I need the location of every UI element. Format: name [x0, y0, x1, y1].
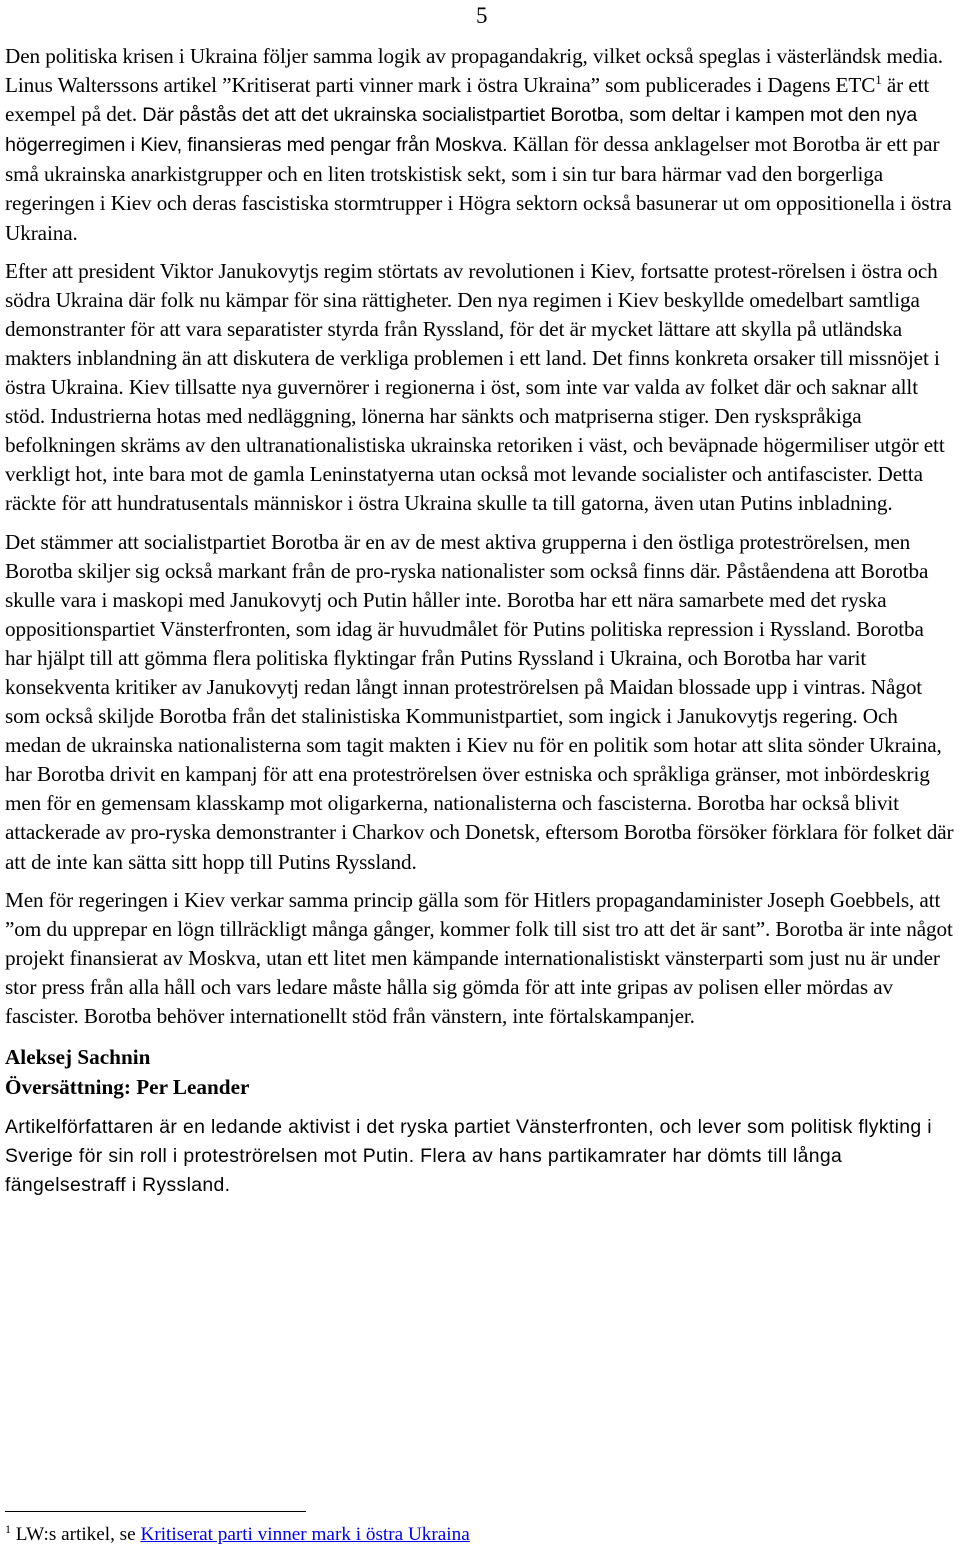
- paragraph-1-continuation: är ett exempel på det.: [5, 73, 930, 127]
- footnote-marker: 1: [5, 1522, 11, 1536]
- paragraph-1-intro: Den politiska krisen i Ukraina följer samma logik av propagandakrig, vilket också speglas i västerländsk media. Linus Walterssons artikel ”Kritiserat parti vinner mark i östra Ukraina” som publicerades i Dagens ETC: [5, 44, 943, 98]
- translator-credit: Översättning: Per Leander: [5, 1074, 250, 1099]
- footnote-divider: [5, 1511, 306, 1512]
- author-bio: Artikelförfattaren är en ledande aktivist i det ryska partiet Vänsterfronten, och lever som politisk flykting i Sverige för sin roll i proteströrelsen mot Putin. Flera av hans partikamrater har dömts till långa fängelsestraff i Ryssland.: [5, 1116, 932, 1197]
- footnote: [5, 1522, 470, 1548]
- paragraph-3: Det stämmer att socialistpartiet Borotba är en av de mest aktiva grupperna i den östliga proteströrelsen, men Borotba skiljer sig också markant från de pro-ryska nationalister som också finns där. Påståendena att Borotba skulle vara i maskopi med Janukovytj och Putin håller inte. Borotba har ett nära samarbete med det ryska oppositionspartiet Vänsterfronten, som idag är huvudmålet för Putins politiska repression i Ryssland. Borotba har hjälpt till att gömma flera politiska flyktingar från Putins Ryssland i Ukraina, och Borotba har varit konsekventa kritiker av Janukovytj redan långt innan proteströrelsen på Maidan blossade upp i vintras. Något som också skiljde Borotba från det stalinistiska Kommunistpartiet, som ingick i Janukovytjs regering. Och medan de ukrainska nationalisterna som tagit makten i Kiev nu för en politik som hotar att slita sönder Ukraina, har Borotba drivit en kampanj för att ena proteströrelsen över estniska och språkliga gränser, mot inbördeskrig men för en gemensam klasskamp mot oligarkerna, nationalisterna och fascisterna. Borotba har också blivit attackerade av pro-ryska demonstranter i Charkov och Donetsk, eftersom Borotba försöker förklara för folket där att de inte kan sätta sitt hopp till Putins Ryssland.: [5, 529, 954, 874]
- page-number: 5: [476, 3, 488, 28]
- signature-block: [5, 1043, 955, 1102]
- article-body: [5, 42, 955, 1200]
- footnote-reference[interactable]: 1: [875, 72, 882, 88]
- paragraph-1-claim: Där påstås det att det ukrainska socialistpartiet Borotba, som deltar i kampen mot den nya högerregimen i Kiev, finansieras med pengar från Moskva.: [5, 104, 918, 157]
- footnote-text: LW:s artikel, se: [11, 1524, 141, 1545]
- author-name: Aleksej Sachnin: [5, 1045, 151, 1070]
- paragraph-1: [5, 42, 955, 248]
- footnote-link[interactable]: Kritiserat parti vinner mark i östra Ukraina: [140, 1524, 470, 1545]
- paragraph-4: Men för regeringen i Kiev verkar samma princip gälla som för Hitlers propagandaminister Joseph Goebbels, att ”om du upprepar en lögn tillräckligt många gånger, kommer folk till sist tro att det är sant”. Borotba är inte något projekt finansierat av Moskva, utan ett litet men kämpande internationalistiskt vänsterparti som just nu är under stor press från alla håll och vars ledare måste hålla sig gömda för att inte gripas av polisen eller mördas av fascister. Borotba behöver internationellt stöd från vänstern, inte förtalskampanjer.: [5, 887, 953, 1028]
- paragraph-1-tail: Källan för dessa anklagelser mot Borotba är ett par små ukrainska anarkistgrupper och en liten trotskistisk sekt, som i sin tur bara härmar vad den borgerliga regeringen i Kiev och deras fascistiska stormtrupper i Högra sektorn också basunerar ut om oppositionella i östra Ukraina.: [5, 132, 952, 245]
- paragraph-2: Efter att president Viktor Janukovytjs regim störtats av revolutionen i Kiev, fortsatte protest-rörelsen i östra och södra Ukraina där folk nu kämpar för sina rättigheter. Den nya regimen i Kiev beskyllde omedelbart samtliga demonstranter för att vara separatister styrda från Ryssland, för det är mycket lättare att skylla på utländska makters inblandning än att diskutera de verkliga problemen i ett land. Det finns konkreta orsaker till missnöjet i östra Ukraina. Kiev tillsatte nya guvernörer i regionerna i öst, som inte var valda av folket där och saknar allt stöd. Industrierna hotas med nedläggning, lönerna har sänkts och matpriserna stiger. Den ryskspråkiga befolkningen skräms av den ultranationalistiska ukrainska retoriken i väst, och beväpnade högermiliser utgör ett verkligt hot, inte bara mot de gamla Leninstatyerna utan också mot levande socialister och antifascister. Detta räckte för att hundratusentals människor i östra Ukraina skulle ta till gatorna, även utan Putins inbladning.: [5, 258, 945, 516]
